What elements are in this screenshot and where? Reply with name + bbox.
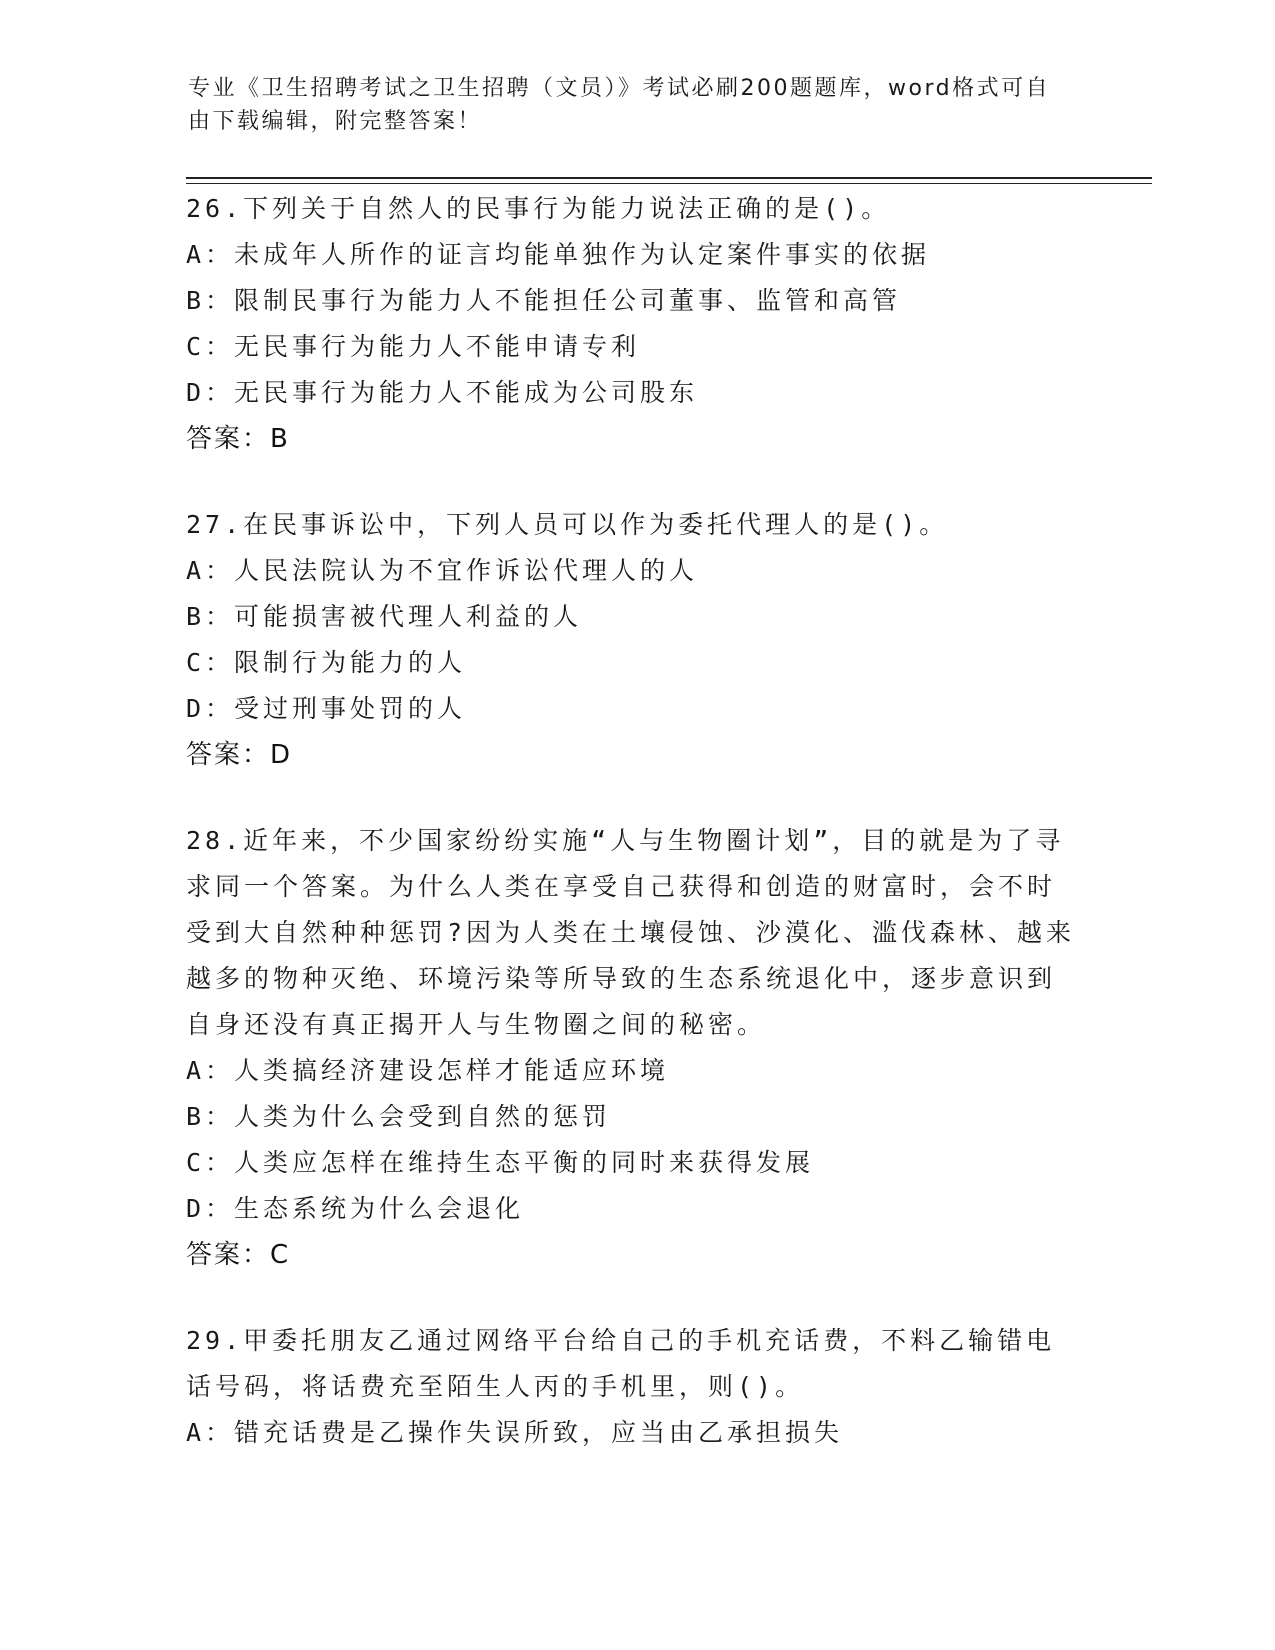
- question-stem: 26.下列关于自然人的民事行为能力说法正确的是()。: [186, 194, 891, 223]
- option-c: C：无民事行为能力人不能申请专利: [186, 332, 641, 361]
- option-a: A：人民法院认为不宜作诉讼代理人的人: [186, 556, 699, 585]
- option-b: B：可能损害被代理人利益的人: [186, 602, 583, 631]
- question-list: [186, 186, 1086, 1456]
- question-28: [186, 818, 1086, 1278]
- option-a: A：人类搞经济建设怎样才能适应环境: [186, 1056, 670, 1085]
- question-stem: 29.甲委托朋友乙通过网络平台给自己的手机充话费，不料乙输错电话号码，将话费充至陌生人丙的手机里，则()。: [186, 1326, 1056, 1401]
- header-divider-thin: [186, 183, 1152, 184]
- option-d: D：受过刑事处罚的人: [186, 694, 467, 723]
- question-stem: 28.近年来，不少国家纷纷实施“人与生物圈计划”，目的就是为了寻求同一个答案。为什么人类在享受自己获得和创造的财富时，会不时受到大自然种种惩罚?因为人类在土壤侵蚀、沙漠化、滥伐森林、越来越多的物种灭绝、环境污染等所导致的生态系统退化中，逐步意识到自身还没有真正揭开人与生物圈之间的秘密。: [186, 826, 1076, 1039]
- answer-label: 答案：B: [186, 424, 290, 454]
- option-b: B：限制民事行为能力人不能担任公司董事、监管和高管: [186, 286, 902, 315]
- question-stem: 27.在民事诉讼中，下列人员可以作为委托代理人的是()。: [186, 510, 949, 539]
- spacer: [186, 462, 1086, 502]
- spacer: [186, 1278, 1086, 1318]
- spacer: [186, 778, 1086, 818]
- option-b: B：人类为什么会受到自然的惩罚: [186, 1102, 612, 1131]
- question-29: [186, 1318, 1086, 1456]
- answer-label: 答案：C: [186, 1240, 291, 1270]
- option-c: C：人类应怎样在维持生态平衡的同时来获得发展: [186, 1148, 815, 1177]
- answer-label: 答案：D: [186, 740, 293, 770]
- option-a: A：未成年人所作的证言均能单独作为认定案件事实的依据: [186, 240, 931, 269]
- option-a: A：错充话费是乙操作失误所致，应当由乙承担损失: [186, 1418, 844, 1447]
- question-27: [186, 502, 1086, 778]
- option-d: D：生态系统为什么会退化: [186, 1194, 525, 1223]
- option-d: D：无民事行为能力人不能成为公司股东: [186, 378, 699, 407]
- question-26: [186, 186, 1086, 462]
- option-c: C：限制行为能力的人: [186, 648, 467, 677]
- header-divider-thick: [186, 177, 1152, 179]
- document-header: 专业《卫生招聘考试之卫生招聘（文员）》考试必刷200题题库，word格式可自由下载编辑，附完整答案！: [188, 76, 1051, 134]
